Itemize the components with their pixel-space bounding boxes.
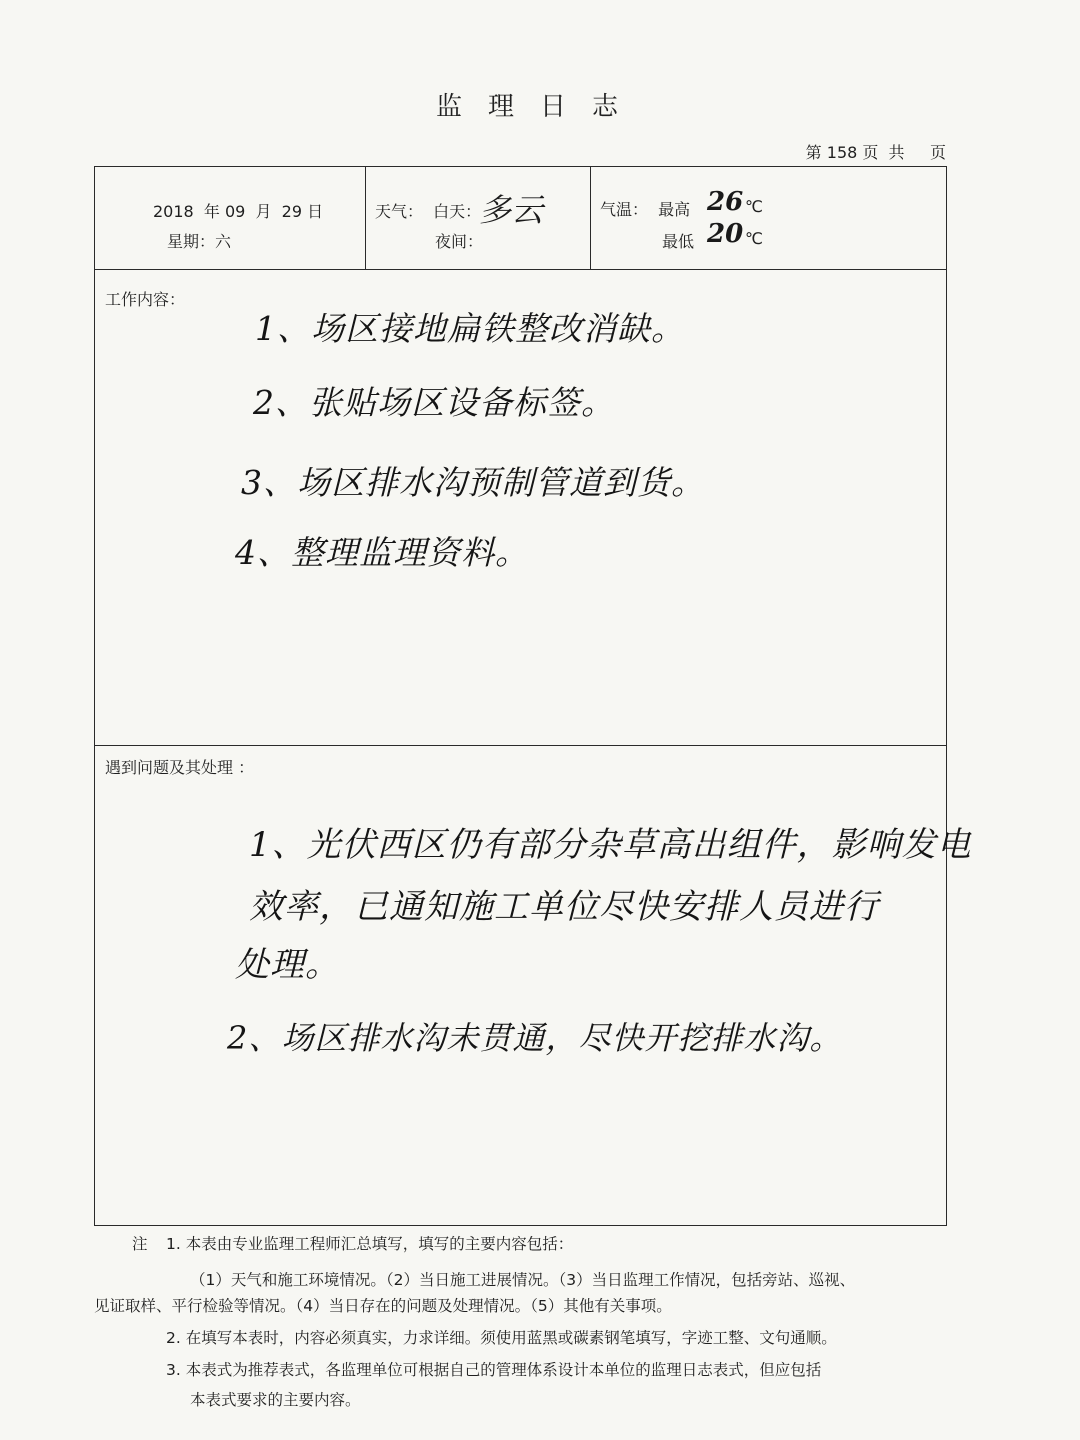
work-item-2: 2、张贴场区设备标签。 xyxy=(253,383,615,422)
issue-1-line-1: 1、光伏西区仍有部分杂草高出组件，影响发电 xyxy=(249,825,972,865)
header-row xyxy=(95,167,946,270)
temp-high-label: 气温： 最高 xyxy=(600,200,691,219)
work-item-4: 4、整理监理资料。 xyxy=(235,533,529,572)
note-1-detail-line-2: 见证取样、平行检验等情况。（4）当日存在的问题及处理情况。（5）其他有关事项。 xyxy=(94,1297,672,1315)
weekday-field: 星期：六 xyxy=(167,232,232,251)
issue-2-line-1: 2、场区排水沟未贯通，尽快开挖排水沟。 xyxy=(227,1019,843,1057)
note-1: 1. 本表由专业监理工程师汇总填写，填写的主要内容包括： xyxy=(166,1235,574,1253)
temp-low-unit: ℃ xyxy=(745,229,763,248)
note-3-line-2: 本表式要求的主要内容。 xyxy=(190,1391,361,1409)
issues-label: 遇到问题及其处理 ： xyxy=(105,758,255,777)
work-item-1: 1、场区接地扁铁整改消缺。 xyxy=(255,309,685,348)
page-title: 监理日志 xyxy=(435,92,644,122)
issue-1-line-3: 处理。 xyxy=(235,945,340,985)
note-1-detail-line-1: （1）天气和施工环境情况。（2）当日施工进展情况。（3）当日监理工作情况，包括旁站、巡视、 xyxy=(190,1271,856,1289)
notes-label: 注 xyxy=(132,1235,148,1253)
notes-section xyxy=(94,1230,954,1416)
page-number: 第 158 页 共 页 xyxy=(805,143,946,162)
weather-day-label: 天气： 白天： xyxy=(375,202,482,221)
work-item-3: 3、场区排水沟预制管道到货。 xyxy=(241,463,705,502)
log-form xyxy=(94,166,972,1226)
header-divider-1 xyxy=(365,167,366,270)
temp-high-value: 26 xyxy=(707,187,744,217)
temp-low-label: 最低 xyxy=(662,232,695,251)
temp-low-value: 20 xyxy=(707,219,744,249)
temp-high-unit: ℃ xyxy=(745,197,763,216)
issue-1-line-2: 效率，已通知施工单位尽快安排人员进行 xyxy=(249,887,879,927)
work-content-label: 工作内容： xyxy=(105,290,186,309)
note-2: 2. 在填写本表时，内容必须真实，力求详细。须使用蓝黑或碳素钢笔填写，字迹工整、文句通顺。 xyxy=(166,1329,837,1347)
section-divider xyxy=(95,745,946,746)
note-3-line-1: 3. 本表式为推荐表式，各监理单位可根据自己的管理体系设计本单位的监理日志表式，但应包括 xyxy=(166,1361,822,1379)
weather-day-value: 多云 xyxy=(479,191,544,229)
header-divider-2 xyxy=(590,167,591,270)
weather-night-label: 夜间： xyxy=(435,232,484,251)
date-field: 2018 年 09 月 29 日 xyxy=(153,202,324,221)
